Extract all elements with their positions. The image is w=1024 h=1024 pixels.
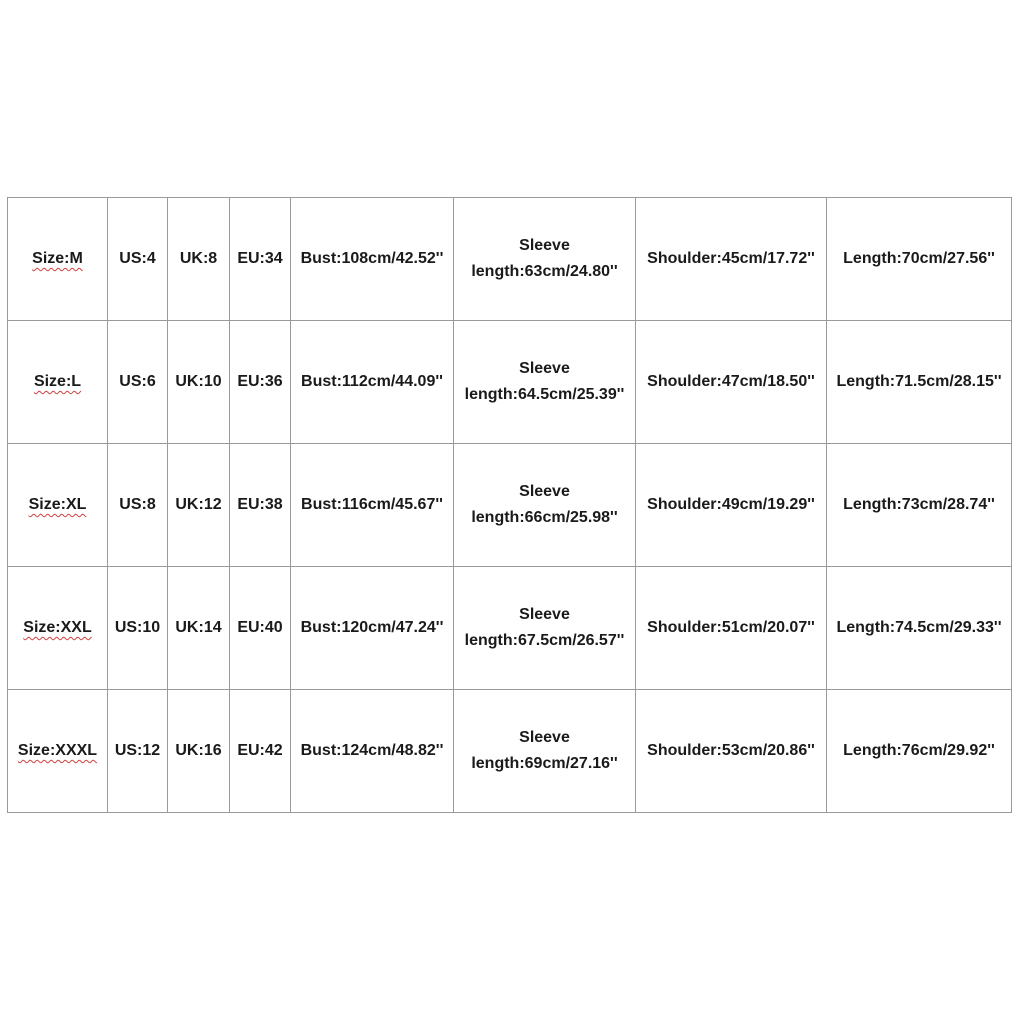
sleeve-value: length:63cm/24.80''	[471, 263, 618, 280]
sleeve-length-cell	[454, 321, 636, 444]
size-cell	[8, 444, 108, 567]
shoulder-cell: Shoulder:47cm/18.50''	[636, 321, 827, 444]
bust-cell: Bust:112cm/44.09''	[291, 321, 454, 444]
eu-size-cell: EU:40	[230, 567, 291, 690]
us-size-cell: US:6	[108, 321, 168, 444]
uk-size-cell: UK:12	[168, 444, 230, 567]
length-cell: Length:74.5cm/29.33''	[827, 567, 1012, 690]
us-size-cell: US:8	[108, 444, 168, 567]
length-cell: Length:71.5cm/28.15''	[827, 321, 1012, 444]
shoulder-cell: Shoulder:53cm/20.86''	[636, 690, 827, 813]
table-row	[8, 690, 1012, 813]
table-row	[8, 321, 1012, 444]
sleeve-value: length:67.5cm/26.57''	[464, 632, 625, 649]
table-row	[8, 198, 1012, 321]
size-label: Size:XXL	[23, 619, 92, 636]
sleeve-length-cell	[454, 444, 636, 567]
bust-cell: Bust:116cm/45.67''	[291, 444, 454, 567]
table-row	[8, 444, 1012, 567]
us-size-cell: US:4	[108, 198, 168, 321]
size-cell	[8, 567, 108, 690]
shoulder-cell: Shoulder:49cm/19.29''	[636, 444, 827, 567]
size-cell	[8, 198, 108, 321]
size-label: Size:XXXL	[17, 742, 98, 759]
sleeve-value: length:69cm/27.16''	[471, 755, 618, 772]
sleeve-value: length:64.5cm/25.39''	[464, 386, 625, 403]
length-cell: Length:70cm/27.56''	[827, 198, 1012, 321]
eu-size-cell: EU:38	[230, 444, 291, 567]
uk-size-cell: UK:8	[168, 198, 230, 321]
length-cell: Length:73cm/28.74''	[827, 444, 1012, 567]
size-label: Size:M	[32, 250, 83, 267]
eu-size-cell: EU:42	[230, 690, 291, 813]
table-row	[8, 567, 1012, 690]
size-cell	[8, 321, 108, 444]
eu-size-cell: EU:36	[230, 321, 291, 444]
shoulder-cell: Shoulder:51cm/20.07''	[636, 567, 827, 690]
sleeve-value: length:66cm/25.98''	[471, 509, 618, 526]
us-size-cell: US:12	[108, 690, 168, 813]
sleeve-label: Sleeve	[519, 483, 570, 500]
size-chart-table	[7, 197, 1012, 813]
sleeve-label: Sleeve	[519, 606, 570, 623]
bust-cell: Bust:124cm/48.82''	[291, 690, 454, 813]
bust-cell: Bust:108cm/42.52''	[291, 198, 454, 321]
eu-size-cell: EU:34	[230, 198, 291, 321]
size-label: Size:XL	[28, 496, 87, 513]
sleeve-label: Sleeve	[519, 360, 570, 377]
sleeve-length-cell	[454, 198, 636, 321]
sleeve-label: Sleeve	[519, 237, 570, 254]
bust-cell: Bust:120cm/47.24''	[291, 567, 454, 690]
us-size-cell: US:10	[108, 567, 168, 690]
sleeve-label: Sleeve	[519, 729, 570, 746]
size-label: Size:L	[33, 373, 82, 390]
size-cell	[8, 690, 108, 813]
sleeve-length-cell	[454, 567, 636, 690]
uk-size-cell: UK:10	[168, 321, 230, 444]
sleeve-length-cell	[454, 690, 636, 813]
uk-size-cell: UK:16	[168, 690, 230, 813]
uk-size-cell: UK:14	[168, 567, 230, 690]
length-cell: Length:76cm/29.92''	[827, 690, 1012, 813]
shoulder-cell: Shoulder:45cm/17.72''	[636, 198, 827, 321]
